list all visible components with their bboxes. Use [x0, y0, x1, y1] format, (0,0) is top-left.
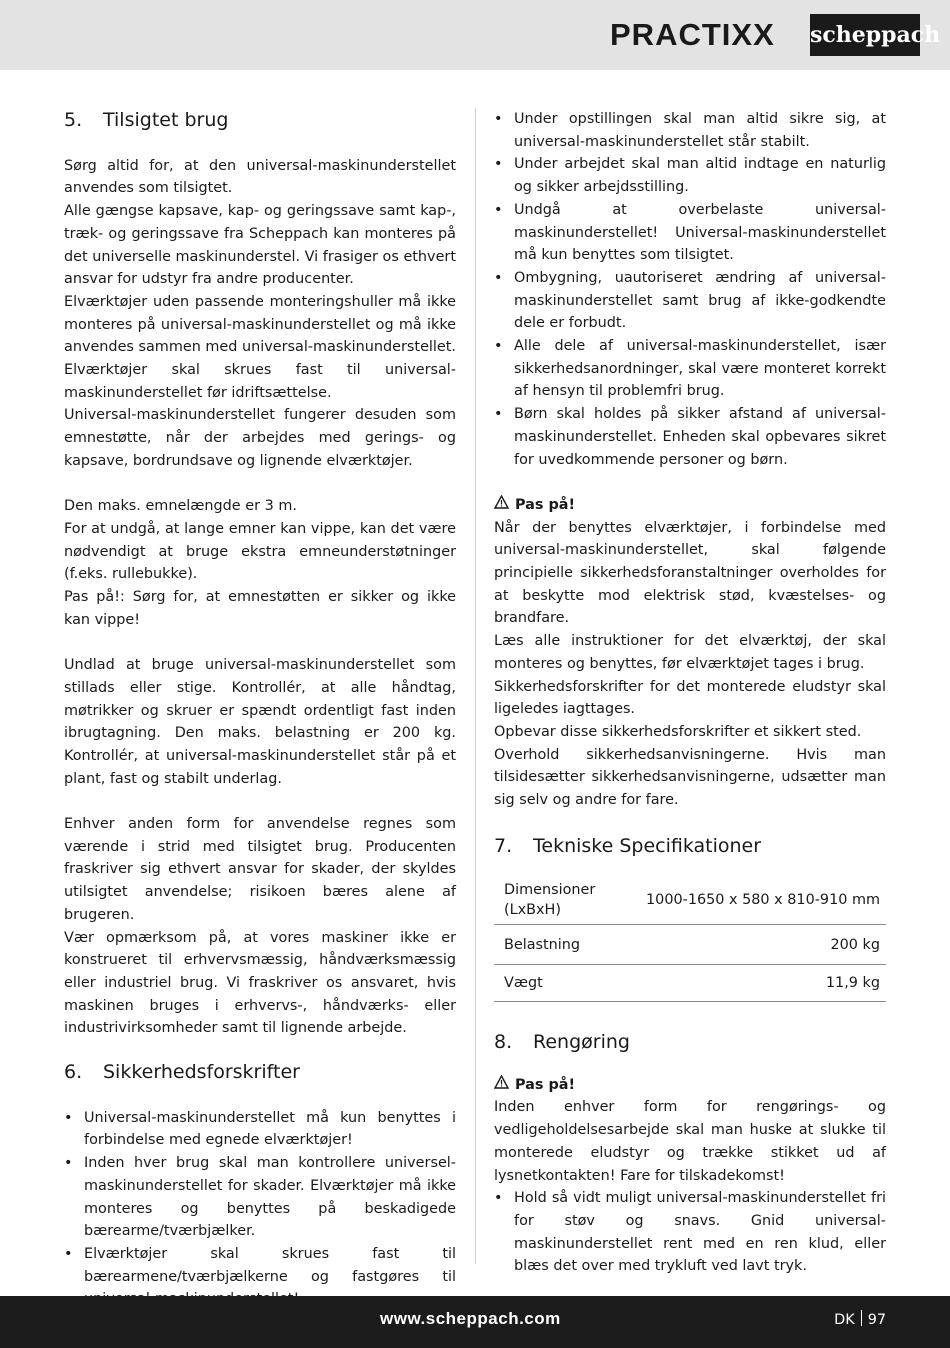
list-item: • Alle dele af universal-maskinunderstellet, især sikkerhedsanordninger, skal være monteret korrekt af hensyn til problemfri brug. [494, 335, 886, 403]
spacer [494, 812, 886, 834]
warning-label: Pas på! [515, 496, 576, 513]
section-5-heading [64, 108, 456, 132]
spec-value: 1000-1650 x 580 x 810-910 mm [634, 876, 886, 925]
section-number: 5. [64, 109, 83, 131]
page-footer [0, 1296, 950, 1348]
table-row [494, 924, 886, 964]
spacer [64, 132, 456, 155]
warning-label: Pas på! [515, 1076, 576, 1093]
section-number: 7. [494, 834, 513, 857]
paragraph: Når der benyttes elværktøjer, i forbindelse med universal-maskinunderstellet, skal følgende principielle sikkerhedsforanstaltninger overholdes for at beskytte mod elektrisk stød, kvæstelses- og brandfare. [494, 519, 886, 627]
warning-heading [494, 494, 886, 517]
spacer [64, 631, 456, 654]
section-title: Sikkerhedsforskrifter [103, 1061, 300, 1084]
spec-value: 11,9 kg [634, 964, 886, 1001]
warning-heading [494, 1074, 886, 1097]
list-item: • Universal-maskinunderstellet må kun benyttes i forbindelse med egnede elværktøjer! [64, 1107, 456, 1152]
list-item: • Hold så vidt muligt universal-maskinunderstellet fri for støv og snavs. Gnid universal-maskinunderstellet rent med en ren klud, eller blæs det over med trykluft ved lavt tryk. [494, 1187, 886, 1278]
spec-value: 200 kg [634, 924, 886, 964]
spacer [494, 1054, 886, 1074]
paragraph: Elværktøjer uden passende monteringshuller må ikke monteres på universal-maskinunderstellet og må ikke anvendes sammen med universal-maskinunderstellet. [64, 293, 456, 356]
language-code: DK [834, 1312, 855, 1328]
paragraph: Læs alle instruktioner for det elværktøj, der skal monteres og benyttes, før elværktøjet tages i brug. [494, 633, 886, 672]
list-item: • Børn skal holdes på sikker afstand af universal-maskinunderstellet. Enheden skal opbevares sikret for uvedkommende personer og børn. [494, 403, 886, 471]
list-item: • Under opstillingen skal man altid sikre sig, at universal-maskinunderstellet står stabilt. [494, 108, 886, 153]
warning-triangle-icon [494, 494, 510, 517]
paragraph: Sikkerhedsforskrifter for det monterede eludstyr skal ligeledes iagttages. [494, 678, 886, 718]
paragraph: Vær opmærksom på, at vores maskiner ikke er konstrueret til erhvervsmæssig, håndværksmæssig eller industriel brug. Vi fraskriver os ansvaret, hvis maskinen bruges i erhvervs-, håndværks- eller industrivirksomheder samt til lignende arbejde. [64, 929, 456, 1037]
paragraph: Universal-maskinunderstellet fungerer desuden som emnestøtte, når der arbejdes med gerings- og kapsave, bordrundsave og lignende elværktøjer. [64, 407, 456, 469]
paragraph: Pas på!: Sørg for, at emnestøtten er sikker og ikke kan vippe! [64, 589, 456, 628]
paragraph: Sørg altid for, at den universal-maskinunderstellet anvendes som tilsigtet. [64, 157, 456, 197]
spacer [64, 1084, 456, 1107]
safety-list-continued [494, 108, 886, 471]
right-column [494, 108, 886, 1278]
section-7-heading [494, 834, 886, 858]
page-number: 97 [867, 1312, 886, 1328]
section-title: Rengøring [533, 1030, 630, 1053]
paragraph: Undlad at bruge universal-maskinunderstellet som stillads eller stige. Kontrollér, at alle håndtag, møtrikker og skruer er spændt ordentligt fast inden ibrugtagning. Den maks. belastning er 200 kg. Kontrollér, at universal-maskinunderstellet står på et plant, fast og stabilt underlag. [64, 657, 456, 787]
paragraph: Den maks. emnelængde er 3 m. [64, 498, 297, 515]
column-divider [475, 108, 476, 1264]
spec-label: Dimensioner (LxBxH) [494, 876, 634, 925]
table-row [494, 876, 886, 925]
warning-triangle-icon [494, 1074, 510, 1097]
spec-label: Belastning [494, 924, 634, 964]
cleaning-list [494, 1187, 886, 1278]
section-6-heading [64, 1060, 456, 1084]
paragraph: Overhold sikkerhedsanvisningerne. Hvis man tilsidesætter sikkerhedsanvisningerne, udsætter man sig selv og andre for fare. [494, 746, 886, 809]
practixx-logo: PRACTIXX [610, 17, 775, 52]
spacer [494, 1002, 886, 1030]
section-number: 6. [64, 1061, 83, 1084]
spec-table [494, 876, 886, 1002]
spacer [64, 473, 456, 496]
table-row [494, 964, 886, 1001]
paragraph: Inden enhver form for rengørings- og vedligeholdelsesarbejde skal man huske at slukke til monterede eludstyr og trække stikket ud af lysnetkontakten! Fare for tilskadekomst! [494, 1099, 886, 1184]
safety-list [64, 1107, 456, 1311]
scheppach-logo: scheppach [810, 14, 920, 56]
page-header [0, 0, 950, 70]
spacer [64, 1040, 456, 1060]
list-item: • Inden hver brug skal man kontrollere universel-maskinunderstellet for skader. Elværktøjer må ikke monteres og benyttes på beskadigede bærearme/tværbjælker. [64, 1152, 456, 1243]
list-item: • Under arbejdet skal man altid indtage en naturlig og sikker arbejdsstilling. [494, 153, 886, 198]
section-title: Tekniske Specifikationer [533, 834, 762, 857]
section-number: 8. [494, 1030, 513, 1053]
paragraph: Opbevar disse sikkerhedsforskrifter et sikkert sted. [494, 723, 862, 740]
left-column [64, 108, 456, 1311]
section-title: Tilsigtet brug [103, 109, 229, 131]
paragraph: Alle gængse kapsave, kap- og geringssave samt kap-, træk- og geringssave fra Scheppach kan monteres på det universelle maskinunderstel. Vi frasiger os ethvert ansvar for udstyr fra andre producenter. [64, 203, 456, 288]
list-item: • Ombygning, uautoriseret ændring af universal-maskinunderstellet samt brug af ikke-godkendte dele er forbudt. [494, 267, 886, 335]
website-link[interactable]: www.scheppach.com [380, 1309, 561, 1328]
spacer [64, 790, 456, 813]
list-item: • Undgå at overbelaste universal-maskinunderstellet! Universal-maskinunderstellet må kun benyttes som tilsigtet. [494, 199, 886, 267]
list-item: • Elværktøjer skal skrues fast til bærearmene/tværbjælkerne og fastgøres til [64, 1243, 456, 1311]
spacer [494, 858, 886, 876]
separator [861, 1310, 862, 1326]
spacer [494, 471, 886, 494]
paragraph: For at undgå, at lange emner kan vippe, kan det være nødvendigt at bruge ekstra emneunderstøtninger (f.eks. rullebukke). [64, 520, 456, 583]
paragraph: Enhver anden form for anvendelse regnes som værende i strid med tilsigtet brug. Producenten fraskriver sig ethvert ansvar for skader, der skyldes utilsigtet anvendelse; risikoen bæres alene af brugeren. [64, 816, 456, 923]
page-indicator [834, 1310, 886, 1328]
section-8-heading [494, 1030, 886, 1054]
paragraph: Elværktøjer skal skrues fast til universal-maskinunderstellet før idriftsættelse. [64, 362, 456, 401]
spec-label: Vægt [494, 964, 634, 1001]
